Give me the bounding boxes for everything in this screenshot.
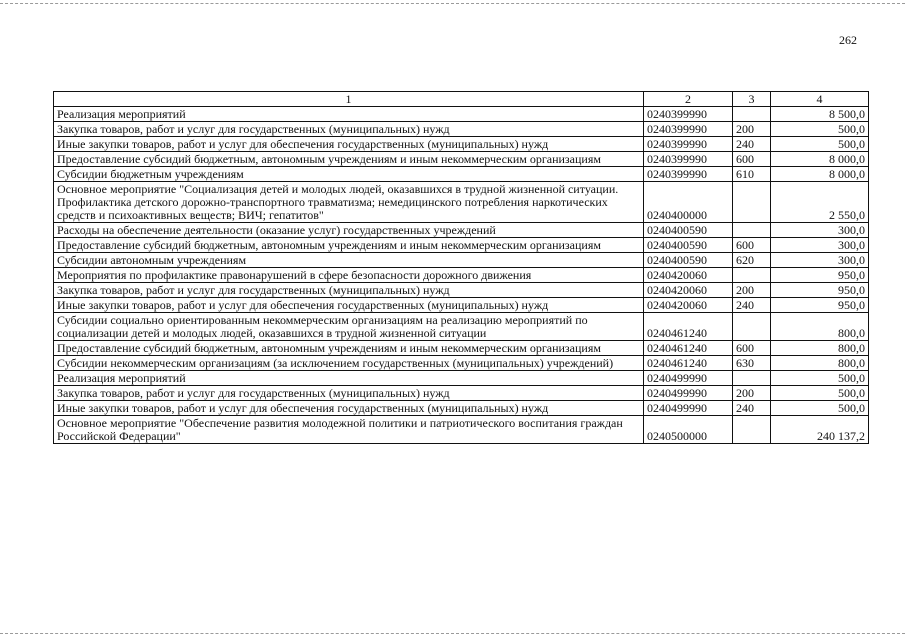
table-row xyxy=(54,182,869,223)
row-target-code: 0240461240 xyxy=(644,341,733,356)
row-amount: 2 550,0 xyxy=(771,182,869,223)
row-amount: 300,0 xyxy=(771,223,869,238)
row-target-code: 0240399990 xyxy=(644,122,733,137)
row-expense-type xyxy=(733,268,771,283)
row-target-code: 0240400000 xyxy=(644,182,733,223)
row-description: Субсидии бюджетным учреждениям xyxy=(54,167,644,182)
table-row xyxy=(54,386,869,401)
row-description: Предоставление субсидий бюджетным, автономным учреждениям и иным некоммерческим организациям xyxy=(54,238,644,253)
top-scan-border xyxy=(0,3,905,4)
table-row xyxy=(54,268,869,283)
table-row xyxy=(54,356,869,371)
table-header-row xyxy=(54,92,869,107)
row-expense-type: 630 xyxy=(733,356,771,371)
row-target-code: 0240399990 xyxy=(644,167,733,182)
table-row xyxy=(54,223,869,238)
row-description: Иные закупки товаров, работ и услуг для обеспечения государственных (муниципальных) нужд xyxy=(54,298,644,313)
row-amount: 500,0 xyxy=(771,122,869,137)
table-row xyxy=(54,238,869,253)
row-amount: 800,0 xyxy=(771,313,869,341)
row-expense-type: 240 xyxy=(733,137,771,152)
row-expense-type: 200 xyxy=(733,283,771,298)
table-row xyxy=(54,341,869,356)
table-row xyxy=(54,137,869,152)
row-target-code: 0240399990 xyxy=(644,137,733,152)
row-target-code: 0240399990 xyxy=(644,152,733,167)
row-description: Закупка товаров, работ и услуг для государственных (муниципальных) нужд xyxy=(54,283,644,298)
row-amount: 950,0 xyxy=(771,298,869,313)
row-target-code: 0240399990 xyxy=(644,107,733,122)
row-expense-type: 240 xyxy=(733,401,771,416)
table-row xyxy=(54,401,869,416)
column-header-description: 1 xyxy=(54,92,644,107)
row-amount: 300,0 xyxy=(771,238,869,253)
column-header-expense-type: 3 xyxy=(733,92,771,107)
table-row xyxy=(54,416,869,444)
table-row xyxy=(54,253,869,268)
row-target-code: 0240500000 xyxy=(644,416,733,444)
row-expense-type xyxy=(733,182,771,223)
row-expense-type: 600 xyxy=(733,152,771,167)
table-row xyxy=(54,298,869,313)
row-target-code: 0240461240 xyxy=(644,313,733,341)
row-expense-type: 200 xyxy=(733,122,771,137)
row-amount: 8 500,0 xyxy=(771,107,869,122)
row-expense-type: 620 xyxy=(733,253,771,268)
row-target-code: 0240400590 xyxy=(644,253,733,268)
row-target-code: 0240400590 xyxy=(644,223,733,238)
row-target-code: 0240499990 xyxy=(644,386,733,401)
row-target-code: 0240461240 xyxy=(644,356,733,371)
row-amount: 8 000,0 xyxy=(771,167,869,182)
row-amount: 8 000,0 xyxy=(771,152,869,167)
budget-table-body xyxy=(54,92,869,444)
table-row xyxy=(54,152,869,167)
table-row xyxy=(54,122,869,137)
table-row xyxy=(54,371,869,386)
row-amount: 500,0 xyxy=(771,137,869,152)
column-header-code: 2 xyxy=(644,92,733,107)
row-target-code: 0240420060 xyxy=(644,268,733,283)
row-description: Иные закупки товаров, работ и услуг для обеспечения государственных (муниципальных) нужд xyxy=(54,401,644,416)
row-description: Реализация мероприятий xyxy=(54,371,644,386)
row-description: Закупка товаров, работ и услуг для государственных (муниципальных) нужд xyxy=(54,122,644,137)
row-amount: 500,0 xyxy=(771,386,869,401)
row-amount: 800,0 xyxy=(771,356,869,371)
row-target-code: 0240499990 xyxy=(644,371,733,386)
row-description: Мероприятия по профилактике правонарушений в сфере безопасности дорожного движения xyxy=(54,268,644,283)
row-description: Иные закупки товаров, работ и услуг для обеспечения государственных (муниципальных) нужд xyxy=(54,137,644,152)
row-expense-type xyxy=(733,223,771,238)
row-amount: 500,0 xyxy=(771,371,869,386)
table-row xyxy=(54,283,869,298)
page-number: 262 xyxy=(839,33,857,47)
row-target-code: 0240400590 xyxy=(644,238,733,253)
row-description: Расходы на обеспечение деятельности (оказание услуг) государственных учреждений xyxy=(54,223,644,238)
row-description: Субсидии автономным учреждениям xyxy=(54,253,644,268)
row-amount: 800,0 xyxy=(771,341,869,356)
row-description: Предоставление субсидий бюджетным, автономным учреждениям и иным некоммерческим организациям xyxy=(54,152,644,167)
row-expense-type: 600 xyxy=(733,341,771,356)
row-amount: 240 137,2 xyxy=(771,416,869,444)
table-row xyxy=(54,107,869,122)
row-description: Закупка товаров, работ и услуг для государственных (муниципальных) нужд xyxy=(54,386,644,401)
table-row xyxy=(54,313,869,341)
row-description: Основное мероприятие "Обеспечение развития молодежной политики и патриотического воспитания граждан Российской Федерации" xyxy=(54,416,644,444)
row-target-code: 0240420060 xyxy=(644,298,733,313)
row-amount: 950,0 xyxy=(771,283,869,298)
row-expense-type xyxy=(733,371,771,386)
row-amount: 300,0 xyxy=(771,253,869,268)
row-description: Основное мероприятие "Социализация детей и молодых людей, оказавшихся в трудной жизненной ситуации. Профилактика детского дорожно-транспортного травматизма; немедицинского потребления наркотических средств и психоактивных веществ; ВИЧ; гепатитов" xyxy=(54,182,644,223)
bottom-scan-border xyxy=(0,633,905,634)
row-description: Реализация мероприятий xyxy=(54,107,644,122)
table-row xyxy=(54,167,869,182)
row-amount: 950,0 xyxy=(771,268,869,283)
row-expense-type: 240 xyxy=(733,298,771,313)
row-expense-type xyxy=(733,107,771,122)
row-amount: 500,0 xyxy=(771,401,869,416)
row-target-code: 0240499990 xyxy=(644,401,733,416)
budget-table xyxy=(53,91,869,444)
row-description: Предоставление субсидий бюджетным, автономным учреждениям и иным некоммерческим организациям xyxy=(54,341,644,356)
row-expense-type: 610 xyxy=(733,167,771,182)
row-target-code: 0240420060 xyxy=(644,283,733,298)
row-expense-type xyxy=(733,313,771,341)
row-description: Субсидии социально ориентированным некоммерческим организациям на реализацию мероприятий по социализации детей и молодых людей, оказавшихся в трудной жизненной ситуации xyxy=(54,313,644,341)
row-expense-type: 200 xyxy=(733,386,771,401)
row-description: Субсидии некоммерческим организациям (за исключением государственных (муниципальных) учреждений) xyxy=(54,356,644,371)
row-expense-type xyxy=(733,416,771,444)
column-header-amount: 4 xyxy=(771,92,869,107)
row-expense-type: 600 xyxy=(733,238,771,253)
